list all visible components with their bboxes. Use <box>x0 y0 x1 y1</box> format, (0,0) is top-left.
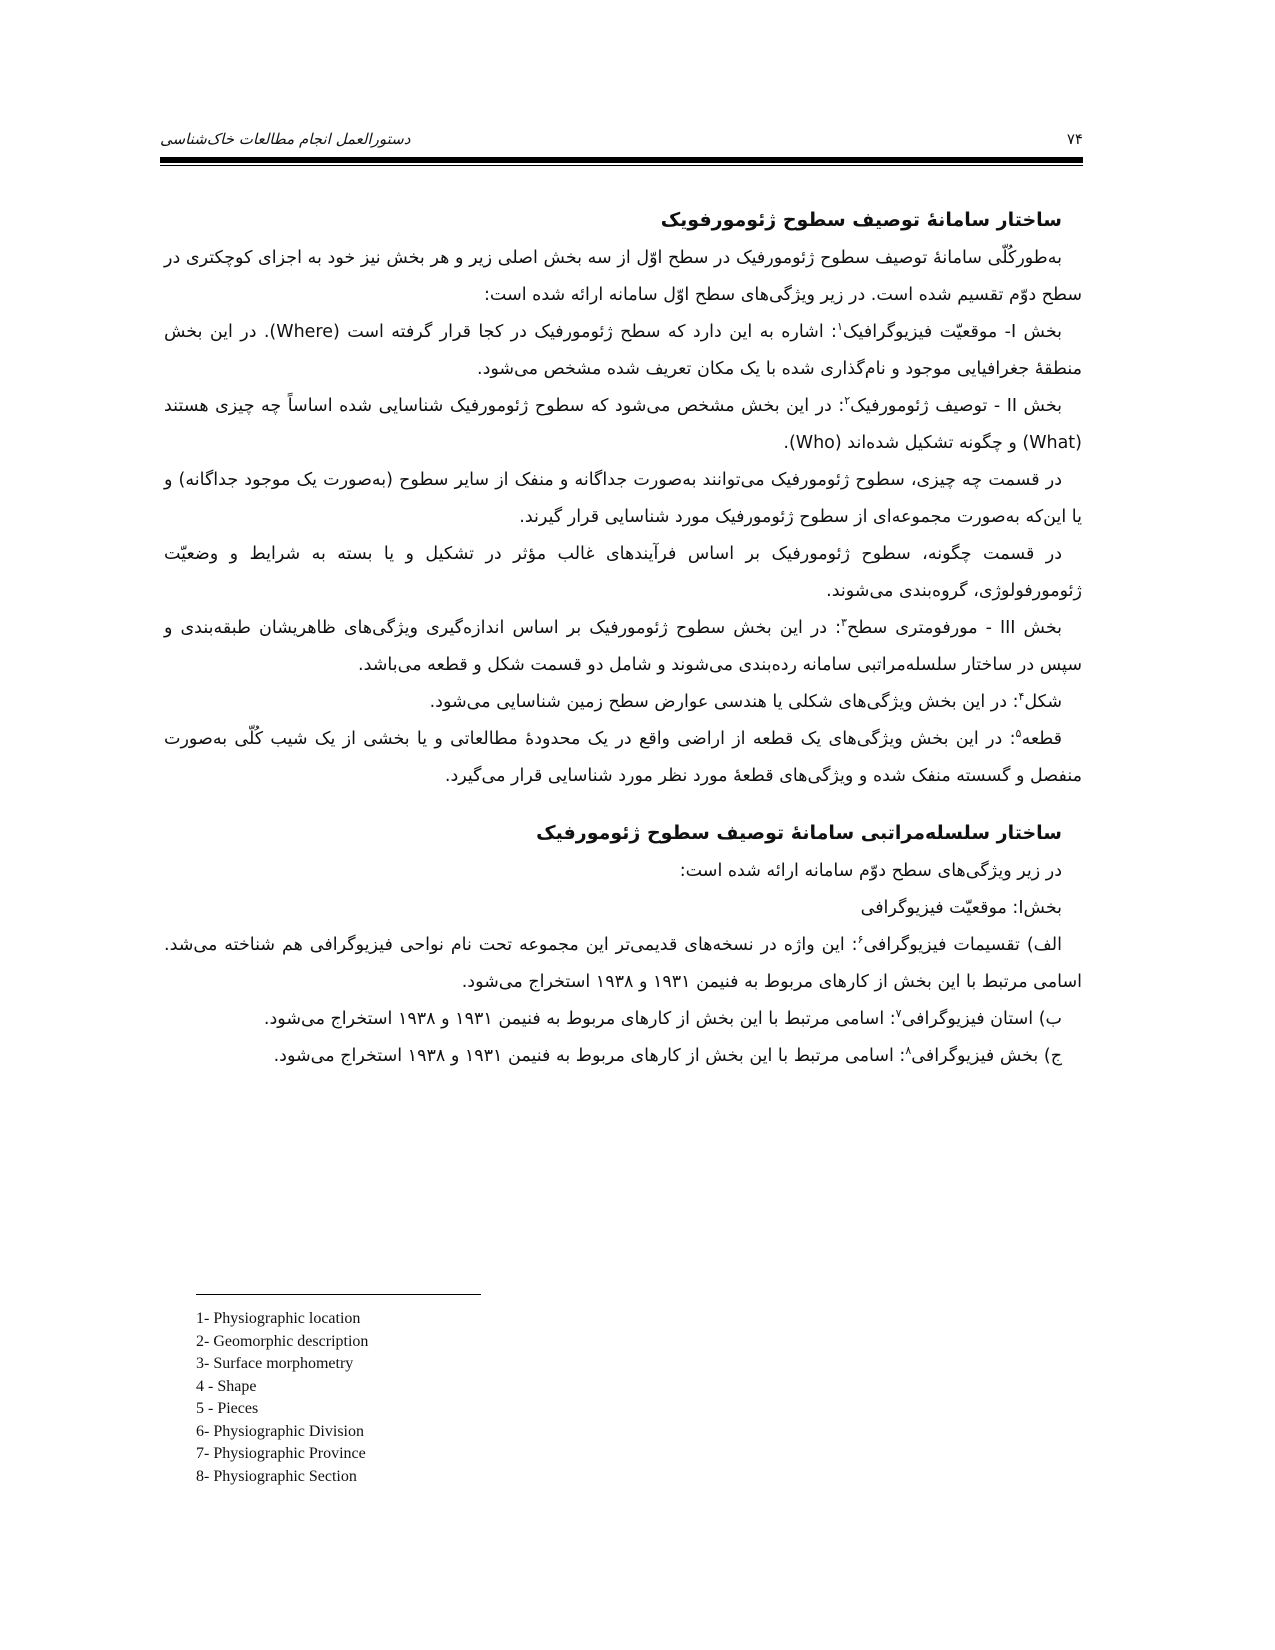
part-3-label: بخش III - مورفومتری سطح <box>846 618 1062 638</box>
header-rule-thick <box>160 157 1083 163</box>
paragraph-item-jim <box>164 1038 1082 1075</box>
shape-text: : در این بخش ویژگی‌های شکلی یا هندسی عوارض سطح زمین شناسایی می‌شود. <box>429 692 1019 712</box>
paragraph-item-be <box>164 1001 1082 1038</box>
footnote-ref-2: ۲ <box>844 394 851 408</box>
part-2-label: بخش II - توصیف ژئومورفیک <box>850 396 1062 416</box>
paragraph-level-2-intro: در زیر ویژگی‌های سطح دوّم سامانه ارائه شده است: <box>679 861 1062 881</box>
item-alef-label: الف) تقسیمات فیزیوگرافی <box>863 935 1062 955</box>
footnote-8: 8- Physiographic Section <box>196 1467 357 1485</box>
page-number: ۷۴ <box>1066 130 1083 148</box>
paragraph-shape <box>164 684 1082 721</box>
item-jim-label: ج) بخش فیزیوگرافی <box>911 1046 1062 1066</box>
paragraph-how: در قسمت چگونه، سطوح ژئومورفیک بر اساس فرآیندهای غالب مؤثر در تشکیل و یا بسته به شرایط و وضعیّت ژئومورفولوژی، گروه‌بندی می‌شوند. <box>164 544 1082 601</box>
footnote-ref-5: ۵ <box>1015 727 1022 741</box>
paragraph-what: در قسمت چه چیزی، سطوح ژئومورفیک می‌توانند به‌صورت جداگانه و منفک از سایر سطوح (به‌صورت یک موجود جداگانه) و یا این‌که به‌صورت مجموعه‌ای از سطوح ژئومورفیک مورد شناسایی قرار گیرند. <box>164 470 1082 527</box>
paragraph-part-1 <box>164 314 1082 388</box>
footnote-ref-8: ۸ <box>905 1044 912 1058</box>
piece-label: قطعه <box>1021 729 1062 749</box>
paragraph-piece <box>164 721 1082 795</box>
footnote-3: 3- Surface morphometry <box>196 1355 354 1372</box>
footnote-5: 5 - Pieces <box>196 1400 259 1417</box>
section-heading-2: ساختار سلسله‌مراتبی سامانهٔ توصیف سطوح ژئومورفیک <box>536 822 1062 844</box>
footnote-ref-6: ۶ <box>857 933 864 947</box>
header-rule-thin <box>160 165 1083 166</box>
item-be-label: ب) استان فیزیوگرافی <box>901 1009 1062 1029</box>
footnote-7: 7- Physiographic Province <box>196 1445 366 1462</box>
paragraph-part-3 <box>164 610 1082 684</box>
shape-label: شکل <box>1024 692 1062 712</box>
paragraph-part-2 <box>164 388 1082 462</box>
part-3-text: : در این بخش سطوح ژئومورفیک بر اساس اندازه‌گیری ویژگی‌های ظاهریشان طبقه‌بندی و سپس در ساختار سلسله‌مراتبی سامانه رده‌بندی می‌شوند و شامل دو قسمت شکل و قطعه می‌باشد. <box>164 618 1082 675</box>
item-jim-text: : اسامی مرتبط با این بخش از کارهای مربوط به فنیمن ۱۹۳۱ و ۱۹۳۸ استخراج می‌شود. <box>273 1046 906 1066</box>
footnote-2: 2- Geomorphic description <box>196 1332 369 1350</box>
part-1-text: : اشاره به این دارد که سطح ژئومورفیک در کجا قرار گرفته است (Where). در این بخش منطقهٔ جغرافیایی موجود و نام‌گذاری شده با یک مکان تعریف شده مشخص می‌شود. <box>164 322 1082 379</box>
paragraph-part-label: بخشI: موقعیّت فیزیوگرافی <box>860 898 1062 918</box>
paragraph-item-alef <box>164 927 1082 1001</box>
footnote-1: 1- Physiographic location <box>196 1310 361 1327</box>
footnote-ref-3: ۳ <box>841 616 847 630</box>
footnote-ref-4: ۴ <box>1018 690 1025 704</box>
footnote-6: 6- Physiographic Division <box>196 1422 364 1440</box>
footnote-4: 4 - Shape <box>196 1377 257 1395</box>
piece-text: : در این بخش ویژگی‌های یک قطعه از اراضی واقع در یک محدودهٔ مطالعاتی و یا بخشی از یک شیب کُلّی به‌صورت منفصل و گسسته منفک شده و ویژگی‌های قطعهٔ مورد نظر مورد شناسایی قرار می‌گیرد. <box>164 729 1082 786</box>
footnote-ref-7: ۷ <box>895 1007 902 1021</box>
item-be-text: : اسامی مرتبط با این بخش از کارهای مربوط به فنیمن ۱۹۳۱ و ۱۹۳۸ استخراج می‌شود. <box>263 1009 896 1029</box>
running-title: دستورالعمل انجام مطالعات خاک‌شناسی <box>160 130 411 148</box>
footnote-rule <box>196 1294 481 1295</box>
footnote-ref-1: ۱ <box>836 320 843 334</box>
page-header <box>160 126 1083 160</box>
body-text <box>164 200 1082 1075</box>
item-alef-text: : این واژه در نسخه‌های قدیمی‌تر این مجموعه تحت نام نواحی فیزیوگرافی هم شناخته می‌شد. اسامی مرتبط با این بخش از کارهای مربوط به فنیمن ۱۹۳۱ و ۱۹۳۸ استخراج می‌شود. <box>164 935 1082 992</box>
footnotes <box>196 1308 596 1488</box>
part-1-label: بخش I- موقعیّت فیزیوگرافیک <box>842 322 1063 342</box>
section-heading-1: ساختار سامانهٔ توصیف سطوح ژئومورفویک <box>660 209 1062 231</box>
part-2-text: : در این بخش مشخص می‌شود که سطوح ژئومورفیک شناسایی شده اساساً چه چیزی هستند (What) و چگونه تشکیل شده‌اند (Who). <box>164 396 1082 453</box>
paragraph-intro: به‌طورکُلّی سامانهٔ توصیف سطوح ژئومورفیک در سطح اوّل از سه بخش اصلی زیر و هر بخش نیز خود به اجزای کوچکتری در سطح دوّم تقسیم شده است. در زیر ویژگی‌های سطح اوّل سامانه ارائه شده است: <box>164 248 1082 305</box>
